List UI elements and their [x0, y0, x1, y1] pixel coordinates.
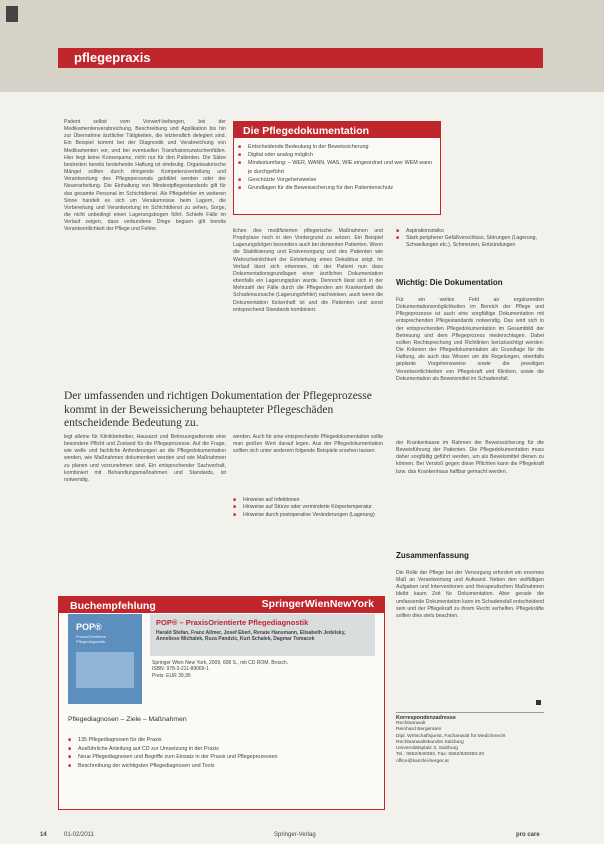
col3-subheading-1: Wichtig: Die Dokumentation: [396, 278, 503, 287]
column3-text-2: der Krankenkasse im Rahmen der Beweissicherung für die Beweisführung der Patienten. Die Pflegedokumentation muss daher sorgfältig geführt werden, um als Beweismittel dienen zu können. Bei Verstoß gegen diese Pflichten kann die Pflegekraft bzw. das Krankenhaus haftbar gemacht werden.: [396, 440, 544, 475]
column2-mid-text: lichen des modifizierten pflegerische Maßnahmen und Prophylaxe noch in den Vordergrund zu setzen. Ein Beispiel Lagerungsbögen besonders auch bei dementen Patienten. Wenn die Stabilisierung und Erstversorgung und des Patienten wie Wahrscheinlichkeit der Entstehung eines Dekubitus zeigt. Im Verlauf lässt sich erkennen, ob der Patient nun dass Dokumentationsgrundlagen einer ärztlichen Dokumentation ebenfalls ein Lagerungsplan wurde. Dennoch lässt sich in der Mehrzahl der Fälle durch die Pflegenden am Krankenbett die Schadensursache (Lagerungsfehler) nachweisen, auch wenn die Dokumentation lückenhaft ist und die Patienten und sonst entsprechend Standards kombiniert.: [233, 228, 383, 313]
contact-line: Universitätsplatz 3, Salzburg: [396, 746, 458, 752]
book-tagline: Pflegediagnosen – Ziele – Maßnahmen: [68, 716, 187, 723]
contact-line: Reinhard Bergeraten: [396, 727, 442, 733]
col2-bullet: ■ Hinweise durch postoperative Veränderungen (Lagerung): [233, 512, 383, 519]
column3-text-3: Die Rolle der Pflege bei der Versorgung erfordert ein enormes Maß an Verantwortung und Aufwand. Neben den vielfältigen Aufgaben und Interventionen und therapeutischen Maßnahmen bleibt kaum Zeit für Dokumentation. Aber gerade die umfassende Dokumentation kann im Schadensfall entscheidend sein und der Pflegekraft zu ihrem Recht verhelfen. Pflegekräfte sollten dies stets beachten.: [396, 570, 544, 619]
book-detail: Springer Wien New York, 2009, 608 S., mit CD ROM, Brosch.: [152, 660, 289, 666]
dok-header: [233, 121, 440, 138]
dok-bullet: ■ Mindestumfang: – WER, WANN, WAS, WIE eingeordnet und wer WEM wann je durchgeführt: [238, 159, 434, 175]
book-header: [58, 596, 384, 613]
section-title: pflegepraxis: [74, 50, 151, 65]
book-detail: Preis: EUR 39,95: [152, 672, 191, 679]
dok-title: Die Pflegedokumentation: [243, 125, 370, 137]
end-mark-icon: [536, 700, 541, 705]
column3-top-list: [396, 228, 544, 250]
contact-line: office@kanzlei-berger.at: [396, 758, 449, 764]
col2-bullet: ■ Hinweise auf Infektionen: [233, 497, 383, 504]
contact-line: Dipl. Wirtschaftsjurist, Fachanwalt für Medizinrecht: [396, 733, 506, 739]
book-authors: Harald Stefan, Franz Allmer, Josef Eberl, Renate Hansmann, Elisabeth Jedelsky, Anneliese Michalek, Ruza Pandzic, Kurt Schalek, Dagmar Tomacek: [156, 630, 346, 643]
dok-bullet: ■ Geschützte Vorgehensweise: [238, 176, 434, 184]
col3-bullet: ■ Stark peripherer Gefäßverschluss, Störungen (Lagerung, Schwellungen etc.), Schmerzen, Entzündungen: [396, 235, 544, 249]
book-feature: ■ 135 Pflegediagnosen für die Praxis: [68, 736, 376, 745]
contact-block: [396, 712, 544, 765]
publisher-logo: SpringerWienNewYork: [261, 598, 374, 610]
cover-image: [76, 652, 134, 688]
book-detail: ISBN: 978-3-211-89069-1: [152, 666, 209, 673]
book-cover: [68, 614, 142, 704]
dok-list: [238, 143, 434, 192]
book-features: [68, 736, 376, 770]
column3-text-1: Für ein weites Feld an ergänzenden Dokumentationsmöglichkeiten im Bereich der Pflege und Pflegeprozesse ist auch eine sorgfältige Dokumentation mit entsprechenden Pflegestandards notwendig. Das wird sich in der entsprechenden Pflegedokumentation im Gesamtbild der Betreuung und dem Pflegeprozess niederschlagen. Dabei sollten Rechtsprechung und Richtlinien berücksichtigt werden: Die Kriterien der Pflegedokumentation als Grundlage für die Haftung, als auch das Wissen um die Regelungen, ebenfalls geplante Vorgehensweise sowie die jeweiligen Verantwortlichkeiten von Pflegekraft und Kliniken, sowie die Dokumentation als Beweismittel im Schadensfall.: [396, 297, 544, 382]
dok-bullet: ■ Entscheidende Bedeutung in der Beweissicherung: [238, 143, 434, 151]
issue: 01-02/2011: [64, 832, 94, 838]
cover-title: POP®: [76, 622, 102, 632]
contact-line: Rechtsanwaltskanzlei Salzburg: [396, 739, 464, 745]
publisher: Springer-Verlag: [274, 832, 316, 838]
section-bar: [58, 48, 543, 68]
column2-bottom-text: werden. Auch für eine entsprechende Pflegedokumentation sollte man großen Wert darauf legen. Aus der Pflegedokumentation sollten sich unter anderem folgende Beispiele ersehen lassen:: [233, 434, 383, 455]
header-band: [0, 0, 604, 92]
book-header-title: Buchempfehlung: [70, 600, 156, 612]
book-feature: ■ Beschreibung der wichtigsten Pflegediagnosen und Tools: [68, 762, 376, 771]
dok-bullet: ■ Grundlagen für die Beweissicherung für den Patientenschutz: [238, 184, 434, 192]
book-feature: ■ Neue Pflegediagnosen und Begriffe zum Einsatz in der Praxis und Pflegeprozessen: [68, 753, 376, 762]
contact-line: Rechtsanwalt: [396, 721, 426, 726]
pull-quote: Der umfassenden und richtigen Dokumentation der Pflegeprozesse kommt in der Beweissicherung behaupteter Pflegeschäden entscheidende Bedeutung zu.: [64, 390, 372, 429]
book-details: [152, 660, 374, 679]
book-title-box: [150, 614, 375, 656]
col3-subheading-2: Zusammenfassung: [396, 551, 469, 560]
cover-subtitle: PraxisOrientierte Pflegediagnostik: [76, 634, 106, 644]
col3-bullet: ■ Aspirationsrisiko: [396, 228, 544, 235]
page-number: 14: [40, 832, 47, 838]
column1-top-text: Patient selbst vom Vorwerf-befangen, bei der Medikamentenverabreichung, Beschreibung und Applikation bis hin zur Übernahme ärztlicher Tätigkeiten, die letztendlich delegiert sind. Ein Beispiel kommt bei der Diagnostik und Verabreichung von Medikamenten vor, und bei eventuellen Transfusionszwischenfällen. Hier liegt keine Konsequenz, nicht nur für den Patienten. Die Sätze bestreiten bereits bestehende Haftung ist eindeutig. Organisatorische Mängel sollten durch dringende Kompetenzverteilung und Verantwortung des Pflegepersonals gebildet werden oder der Neuerarbeitung. Die Einhaltung von Mindestpflegestandards gilt für das gesamte Personal im Schichtdienst. Als Pflegefehler im weiteren Sinne handelt es sich um Versäumnisse beim Lagern, die Vorbereitung und Verantwortung im Schichtdienst zu sehen, Sorge, die nicht unbedingt einen Lagerungsbogen führt. Schiefe Fälle im Verlauf zeigen, dass verbundene Dinge beguen gilt bereits Verantwortlichkeit der Pflege und Fehler.: [64, 119, 226, 233]
column2-bottom-list: [233, 497, 383, 519]
journal-name: pro care: [516, 832, 540, 838]
corner-mark: [6, 6, 18, 22]
dok-bullet: ■ Digital oder analog möglich: [238, 151, 434, 159]
col2-bullet: ■ Hinweise auf Stürze oder verminderte Körpertemperatur: [233, 504, 383, 511]
contact-title: Korrespondenzadresse: [396, 715, 456, 721]
book-feature: ■ Ausführliche Anleitung auf CD zur Umsetzung in der Praxis: [68, 745, 376, 754]
column1-bottom-text: legt alleine für Klinikbetreiber, Hausarzt und Betreuungsdienste eine besondere Pflicht und Zustand für die Pflegeprozesse. Auf die Frage, wie welle und fachliche Anforderungen an die Pflegedokumentation werden, wie Maßnahmen dokumentiert werden und wie Maßnahmen zu planen und vorzunehmen sind. Ein entsprechender Sachverhalt, kombiniert mit Behandlungsmaßnahmen und Standards, ist notwendig.: [64, 434, 226, 483]
contact-line: Tel.: 0662/849393, Fax: 0662/849393-20: [396, 752, 485, 758]
book-title: POP® – PraxisOrientierte Pflegediagnostik: [156, 618, 309, 627]
